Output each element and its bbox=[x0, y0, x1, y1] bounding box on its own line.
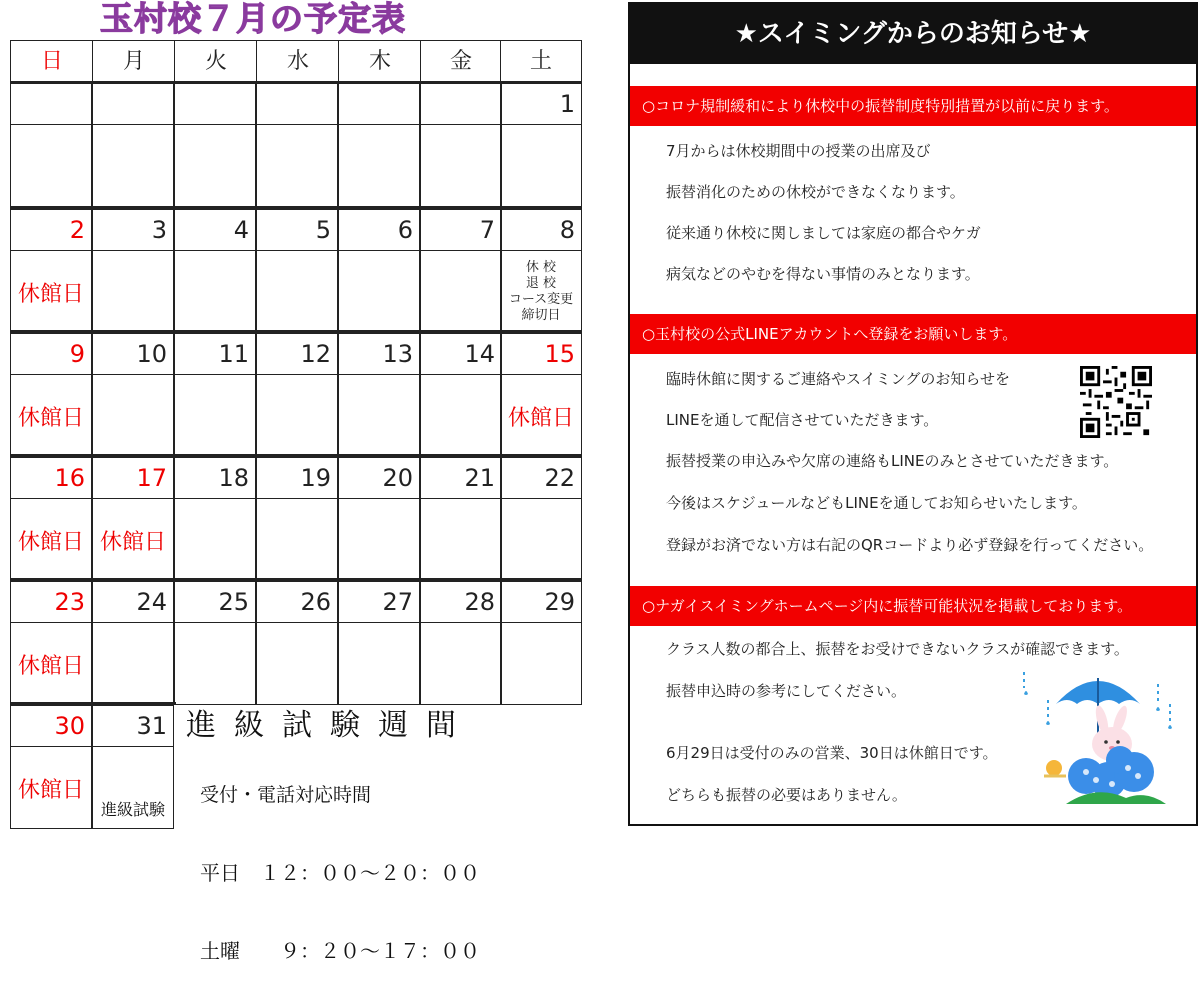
notice-line: 従来通り休校に関しましては家庭の都合やケガ bbox=[666, 224, 981, 242]
note-line: 締切日 bbox=[521, 308, 561, 323]
calendar bbox=[10, 40, 582, 832]
calendar-week bbox=[10, 702, 176, 829]
calendar-week bbox=[10, 330, 582, 457]
day-number: 24 bbox=[93, 582, 173, 623]
day-number bbox=[257, 84, 337, 125]
weekday-wed: 水 bbox=[256, 40, 340, 82]
day-number: 12 bbox=[257, 334, 337, 375]
notice-line: 病気などのやむを得ない事情のみとなります。 bbox=[666, 265, 980, 283]
day-number: 2 bbox=[11, 210, 91, 251]
closed-label: 休館日 bbox=[17, 777, 84, 803]
day-number: 27 bbox=[339, 582, 419, 623]
day-number: 17 bbox=[93, 458, 173, 499]
calendar-week bbox=[10, 82, 582, 207]
day-number: 11 bbox=[175, 334, 255, 375]
day-number: 9 bbox=[11, 334, 91, 375]
closed-label: 休館日 bbox=[507, 405, 574, 431]
weekday-sat: 土 bbox=[500, 40, 582, 82]
notice-line: クラス人数の都合上、振替をお受けできないクラスが確認できます。 bbox=[666, 640, 1129, 658]
day-number: 3 bbox=[93, 210, 173, 251]
notice-line: 振替申込時の参考にしてください。 bbox=[666, 682, 907, 700]
reception-hours bbox=[200, 730, 480, 990]
day-number: 4 bbox=[175, 210, 255, 251]
day-number: 10 bbox=[93, 334, 173, 375]
day-number: 23 bbox=[11, 582, 91, 623]
section-heading: ○コロナ規制緩和により休校中の振替制度特別措置が以前に戻ります。 bbox=[630, 86, 1196, 126]
weekday-fri: 金 bbox=[420, 40, 502, 82]
day-number: 25 bbox=[175, 582, 255, 623]
day-number bbox=[175, 84, 255, 125]
day-number: 21 bbox=[421, 458, 501, 499]
calendar-week bbox=[10, 454, 582, 581]
calendar-week bbox=[10, 206, 582, 333]
day-number: 29 bbox=[501, 582, 581, 623]
weekday-mon: 月 bbox=[92, 40, 176, 82]
closed-label: 休館日 bbox=[17, 529, 84, 555]
section-heading: ○玉村校の公式LINEアカウントへ登録をお願いします。 bbox=[630, 314, 1196, 354]
notice-line: 登録がお済でない方は右記のQRコードより必ず登録を行ってください。 bbox=[666, 536, 1154, 554]
day-number bbox=[421, 84, 501, 125]
closed-label: 休館日 bbox=[17, 405, 84, 431]
notice-line: 臨時休館に関するご連絡やスイミングのお知らせを bbox=[666, 370, 1010, 388]
closed-label: 休館日 bbox=[17, 281, 84, 307]
day-number: 1 bbox=[501, 84, 581, 125]
hours-saturday: 土曜 ９：２０～１７：００ bbox=[200, 939, 480, 963]
day-number: 13 bbox=[339, 334, 419, 375]
weekday-tue: 火 bbox=[174, 40, 258, 82]
day-number bbox=[93, 84, 173, 125]
day-number: 7 bbox=[421, 210, 501, 251]
day-number: 5 bbox=[257, 210, 337, 251]
day-number: 28 bbox=[421, 582, 501, 623]
day-number: 30 bbox=[11, 706, 91, 747]
notice-line: 今後はスケジュールなどもLINEを通してお知らせいたします。 bbox=[666, 494, 1087, 512]
weekday-thu: 木 bbox=[338, 40, 422, 82]
exam-week-label: 進級試験週間 bbox=[186, 708, 474, 743]
notice-panel bbox=[628, 2, 1198, 826]
notice-line: 7月からは休校期間中の授業の出席及び bbox=[666, 142, 931, 160]
day-number: 20 bbox=[339, 458, 419, 499]
note-line: 休 校 bbox=[525, 260, 557, 275]
hours-weekday: 平日 １２：００～２０：００ bbox=[200, 861, 480, 885]
day-number bbox=[11, 84, 91, 125]
rabbit-umbrella-illustration bbox=[1016, 664, 1184, 814]
day-number: 8 bbox=[501, 210, 581, 251]
day-number: 15 bbox=[501, 334, 581, 375]
day-note: 進級試験 bbox=[100, 800, 165, 819]
calendar-week bbox=[10, 578, 582, 705]
closed-label: 休館日 bbox=[99, 529, 166, 555]
day-number: 31 bbox=[93, 706, 173, 747]
notice-line: どちらも振替の必要はありません。 bbox=[666, 786, 907, 804]
section-heading: ○ナガイスイミングホームページ内に振替可能状況を掲載しております。 bbox=[630, 586, 1196, 626]
day-number: 22 bbox=[501, 458, 581, 499]
saturday-notes bbox=[501, 252, 581, 332]
day-number: 19 bbox=[257, 458, 337, 499]
notice-line: LINEを通して配信させていただきます。 bbox=[666, 411, 939, 429]
notice-header: ★スイミングからのお知らせ★ bbox=[630, 4, 1196, 64]
day-number: 18 bbox=[175, 458, 255, 499]
day-number: 26 bbox=[257, 582, 337, 623]
day-number: 6 bbox=[339, 210, 419, 251]
day-number: 16 bbox=[11, 458, 91, 499]
weekday-sun: 日 bbox=[10, 40, 94, 82]
qr-code[interactable] bbox=[1080, 366, 1152, 438]
notice-line: 振替消化のための休校ができなくなります。 bbox=[666, 183, 965, 201]
day-number: 14 bbox=[421, 334, 501, 375]
closed-label: 休館日 bbox=[17, 653, 84, 679]
hours-title: 受付・電話対応時間 bbox=[200, 784, 372, 806]
notice-line: 6月29日は受付のみの営業、30日は休館日です。 bbox=[666, 744, 998, 762]
calendar-title: 玉村校７月の予定表 bbox=[100, 0, 406, 38]
notice-line: 振替授業の申込みや欠席の連絡もLINEのみとさせていただきます。 bbox=[666, 452, 1119, 470]
day-number bbox=[339, 84, 419, 125]
note-line: コース変更 bbox=[508, 292, 574, 307]
note-line: 退 校 bbox=[525, 276, 557, 291]
